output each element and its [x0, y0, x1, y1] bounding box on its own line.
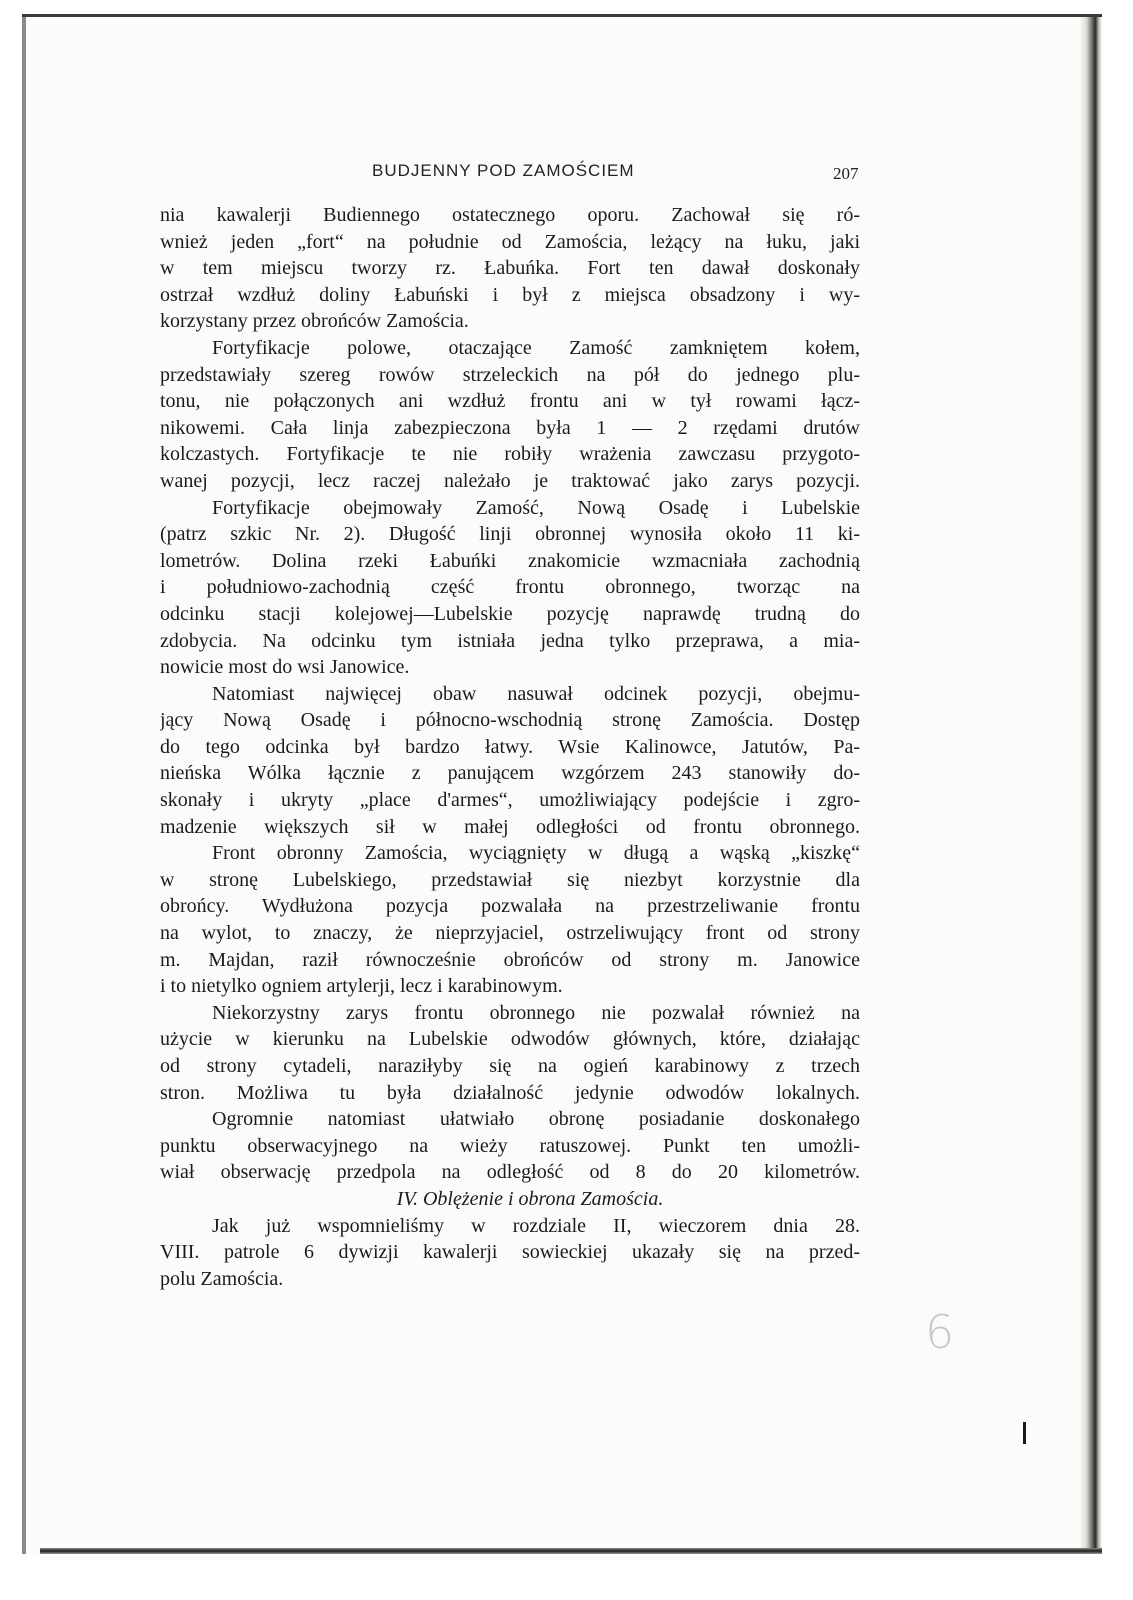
- text-line: nieńska Wólka łącznie z panującem wzgórzem 243 stanowiły do-: [160, 762, 860, 785]
- text-line: Natomiast najwięcej obaw nasuwał odcinek pozycji, obejmu-: [212, 682, 860, 705]
- text-line: Front obronny Zamościa, wyciągnięty w długą a wąską „kiszkę“: [212, 842, 860, 865]
- text-line: Fortyfikacje obejmowały Zamość, Nową Osadę i Lubelskie: [212, 496, 860, 519]
- text-line: tonu, nie połączonych ani wzdłuż frontu ani w tył rowami łącz-: [160, 390, 860, 413]
- text-line: i to nietylko ogniem artylerji, lecz i karabinowym.: [160, 975, 563, 998]
- page-left-edge: [22, 17, 26, 1554]
- text-line: zdobycia. Na odcinku tym istniała jedna tylko przeprawa, a mia-: [160, 629, 860, 652]
- text-line: przedstawiały szereg rowów strzeleckich na pół do jednego plu-: [160, 363, 860, 386]
- body-text: [160, 202, 860, 1292]
- text-line: Fortyfikacje polowe, otaczające Zamość zamkniętem kołem,: [212, 336, 860, 359]
- text-line: lometrów. Dolina rzeki Łabuńki znakomicie wzmacniała zachodnią: [160, 549, 860, 572]
- text-line: m. Majdan, raził równocześnie obrońców od strony m. Janowice: [160, 948, 860, 971]
- text-line: punktu obserwacyjnego na wieży ratuszowej. Punkt ten umożli-: [160, 1134, 860, 1157]
- text-line: Niekorzystny zarys frontu obronnego nie pozwalał również na: [212, 1001, 860, 1024]
- text-line: obrońcy. Wydłużona pozycja pozwalała na przestrzeliwanie frontu: [160, 895, 860, 918]
- text-line: skonały i ukryty „place d'armes“, umożliwiający podejście i zgro-: [160, 789, 860, 812]
- section-heading: IV. Oblężenie i obrona Zamościa.: [396, 1187, 664, 1210]
- text-line: wnież jeden „fort“ na południe od Zamościa, leżący na łuku, jaki: [160, 230, 860, 253]
- page-right-edge: [1080, 17, 1102, 1554]
- text-line: jący Nową Osadę i północno-wschodnią stronę Zamościa. Dostęp: [160, 709, 860, 732]
- page-number: 207: [833, 164, 859, 183]
- page-bottom-edge: [40, 1548, 1102, 1554]
- text-line: odcinku stacji kolejowej—Lubelskie pozycję naprawdę trudną do: [160, 602, 860, 625]
- text-line: korzystany przez obrońców Zamościa.: [160, 310, 469, 333]
- text-line: i południowo-zachodnią część frontu obronnego, tworząc na: [160, 576, 860, 599]
- text-line: Jak już wspomnieliśmy w rozdziale II, wieczorem dnia 28.: [212, 1214, 860, 1237]
- text-line: madzenie większych sił w małej odległości od frontu obronnego.: [160, 815, 860, 838]
- margin-tick-mark: [1023, 1422, 1026, 1444]
- text-line: na wylot, to znaczy, że nieprzyjaciel, ostrzeliwujący front od strony: [160, 922, 860, 945]
- text-line: do tego odcinka był bardzo łatwy. Wsie Kalinowce, Jatutów, Pa-: [160, 735, 860, 758]
- text-line: nia kawalerji Budiennego ostatecznego oporu. Zachował się ró-: [160, 204, 860, 226]
- text-line: wiał obserwację przedpola na odległość od 8 do 20 kilometrów.: [160, 1161, 860, 1184]
- text-line: nikowemi. Cała linja zabezpieczona była 1 — 2 rzędami drutów: [160, 416, 860, 439]
- text-line: Ogromnie natomiast ułatwiało obronę posiadanie doskonałego: [212, 1108, 860, 1131]
- text-line: ostrzał wzdłuż doliny Łabuński i był z miejsca obsadzony i wy-: [160, 283, 860, 306]
- text-line: polu Zamościa.: [160, 1267, 284, 1290]
- body-paragraphs: [160, 202, 860, 1186]
- closing-paragraph: [160, 1213, 860, 1293]
- text-line: (patrz szkic Nr. 2). Długość linji obronnej wynosiła około 11 ki-: [160, 523, 860, 546]
- text-line: w tem miejscu tworzy rz. Łabuńka. Fort ten dawał doskonały: [160, 257, 860, 280]
- text-line: użycie w kierunku na Lubelskie odwodów głównych, które, działając: [160, 1028, 860, 1051]
- text-line: od strony cytadeli, naraziłyby się na ogień karabinowy z trzech: [160, 1055, 860, 1077]
- handwritten-margin-note: 6: [925, 1305, 955, 1359]
- text-line: VIII. patrole 6 dywizji kawalerji sowieckiej ukazały się na przed-: [160, 1241, 860, 1264]
- text-line: stron. Możliwa tu była działalność jedynie odwodów lokalnych.: [160, 1081, 860, 1104]
- text-line: kolczastych. Fortyfikacje te nie robiły wrażenia zawczasu przygoto-: [160, 443, 860, 466]
- text-line: wanej pozycji, lecz raczej należało je traktować jako zarys pozycji.: [160, 469, 860, 492]
- running-title: BUDJENNY POD ZAMOŚCIEM: [372, 161, 635, 180]
- text-line: w stronę Lubelskiego, przedstawiał się niezbyt korzystnie dla: [160, 868, 860, 891]
- text-line: nowicie most do wsi Janowice.: [160, 656, 410, 679]
